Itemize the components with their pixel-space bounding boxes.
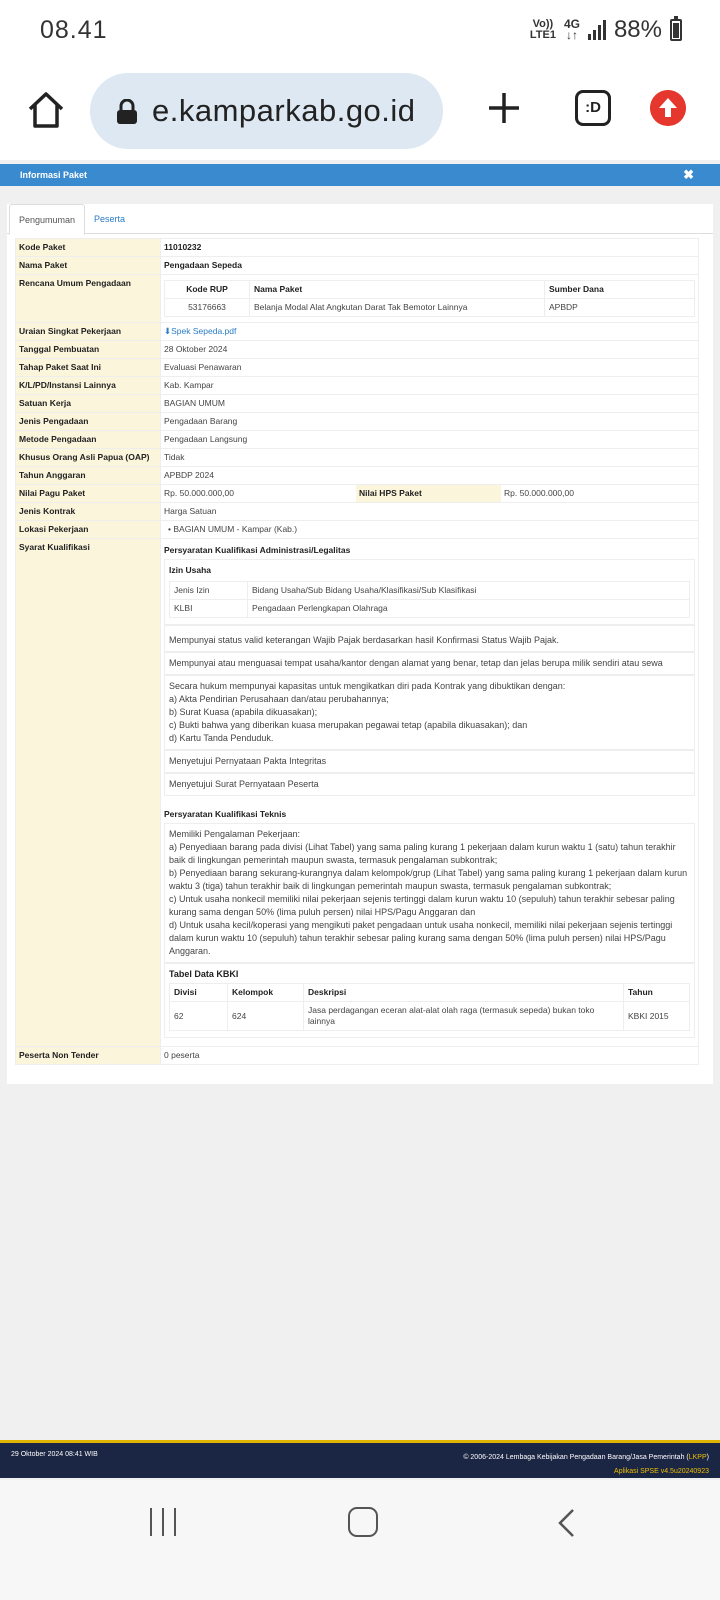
table-row	[16, 539, 699, 1047]
table-row	[16, 485, 699, 503]
kbki-header: Tahun	[624, 984, 690, 1002]
kbki-cell: Jasa perdagangan eceran alat-alat olah raga (termasuk sepeda) bukan toko lainnya	[304, 1002, 624, 1031]
izin-cell: Pengadaan Perlengkapan Olahraga	[248, 600, 690, 618]
syarat-cell	[161, 539, 699, 1047]
izin-header: Jenis Izin	[170, 582, 248, 600]
field-value: Pengadaan Barang	[161, 413, 699, 431]
network-type: 4G	[563, 17, 580, 31]
table-row	[16, 467, 699, 485]
rup-cell-name: Belanja Modal Alat Angkutan Darat Tak Bemotor Lainnya	[250, 299, 545, 317]
address-bar[interactable]	[90, 73, 443, 149]
teknis-text: Memiliki Pengalaman Pekerjaan: a) Penyediaan barang pada divisi (Lihat Tabel) yang sama paling kurang 1 pekerjaan dalam kurun waktu 1 (satu) tahun terakhir baik di lingkungan pemerintah maupun swasta, termasuk pengalaman subkontrak; b) Penyediaan barang sekurang-kurangnya dalam kelompok/grup (Lihat Tabel) yang sama paling kurang 1 pekerjaan dalam kurun waktu 3 (tiga) tahun terakhir baik di lingkungan pemerintah maupun swasta, termasuk pengalaman subkontrak; c) Untuk usaha nonkecil memiliki nilai pekerjaan sejenis tertinggi dalam kurun waktu 10 (sepuluh) tahun terakhir sebesar paling kurang sama dengan 50% (lima puluh persen) nilai HPS/Pagu Anggaran dan d) Untuk usaha kecil/koperasi yang mengikuti paket pengadaan untuk usaha nonkecil, memiliki nilai pekerjaan sejenis tertinggi dalam kurun waktu 10 (sepuluh) tahun terakhir sebesar paling kurang sama dengan 50% (lima puluh persen) nilai HPS/Pagu Anggaran.	[164, 823, 695, 963]
status-bar	[0, 0, 720, 62]
data-arrows-icon: ↓↑	[565, 28, 578, 42]
modal-header	[0, 164, 720, 186]
table-row	[16, 239, 699, 257]
field-value: 0 peserta	[161, 1047, 699, 1065]
app-version: Aplikasi SPSE v4.5u20240923	[614, 1468, 709, 1475]
bullet-icon: •	[168, 524, 171, 534]
rup-header: Nama Paket	[250, 281, 545, 299]
izin-table	[169, 581, 690, 618]
field-label: Tanggal Pembuatan	[16, 341, 161, 359]
volte-indicator	[530, 19, 556, 41]
rup-cell-source: APBDP	[545, 299, 695, 317]
admin-item: Secara hukum mempunyai kapasitas untuk mengikatkan diri pada Kontrak yang dibuktikan dengan: a) Akta Pendirian Perusahaan dan/atau perubahannya; b) Surat Kuasa (apabila dikuasakan); c) Bukti bahwa yang diberikan kuasa merupakan pegawai tetap (apabila dikuasakan); dan d) Kartu Tanda Penduduk.	[164, 675, 695, 750]
field-value: Pengadaan Sepeda	[161, 257, 699, 275]
izin-cell: KLBI	[170, 600, 248, 618]
field-label: Rencana Umum Pengadaan	[16, 275, 161, 323]
kbki-cell: 62	[170, 1002, 228, 1031]
volte-bottom: LTE1	[529, 29, 556, 41]
field-label: Nilai Pagu Paket	[16, 485, 161, 503]
rup-header: Sumber Dana	[545, 281, 695, 299]
admin-item: Menyetujui Pernyataan Pakta Integritas	[164, 750, 695, 773]
izin-header: Bidang Usaha/Sub Bidang Usaha/Klasifikasi/Sub Klasifikasi	[248, 582, 690, 600]
admin-title: Persyaratan Kualifikasi Administrasi/Legalitas	[164, 545, 351, 555]
field-label: Kode Paket	[16, 239, 161, 257]
field-value: Kab. Kampar	[161, 377, 699, 395]
field-label: K/L/PD/Instansi Lainnya	[16, 377, 161, 395]
nav-home-icon[interactable]	[348, 1507, 378, 1537]
field-label: Satuan Kerja	[16, 395, 161, 413]
field-label: Jenis Pengadaan	[16, 413, 161, 431]
rup-code-link[interactable]: 53176663	[165, 299, 250, 317]
field-label: Syarat Kualifikasi	[16, 539, 161, 1047]
document-link[interactable]: Spek Sepeda.pdf	[171, 326, 237, 336]
kbki-header: Deskripsi	[304, 984, 624, 1002]
kbki-title: Tabel Data KBKI	[169, 969, 239, 979]
status-time: 08.41	[40, 16, 108, 44]
table-row	[16, 377, 699, 395]
kbki-cell: 624	[228, 1002, 304, 1031]
pagu-cell	[161, 485, 699, 503]
table-row	[16, 275, 699, 323]
update-icon[interactable]	[650, 90, 686, 126]
field-value: BAGIAN UMUM	[161, 395, 699, 413]
field-label: Tahap Paket Saat Ini	[16, 359, 161, 377]
site-footer	[0, 1440, 720, 1478]
kbki-cell: KBKI 2015	[624, 1002, 690, 1031]
field-value: BAGIAN UMUM - Kampar (Kab.)	[173, 524, 298, 534]
package-info-table	[15, 238, 699, 1065]
table-row	[16, 1047, 699, 1065]
footer-copyright	[463, 1451, 709, 1465]
lock-icon	[116, 99, 138, 125]
field-value: Pengadaan Langsung	[161, 431, 699, 449]
table-row	[16, 323, 699, 341]
table-row	[16, 359, 699, 377]
field-label: Nama Paket	[16, 257, 161, 275]
home-icon[interactable]	[26, 90, 66, 130]
table-row	[16, 503, 699, 521]
admin-item: Menyetujui Surat Pernyataan Peserta	[164, 773, 695, 796]
signal-icon	[588, 20, 606, 40]
battery-percent: 88%	[613, 16, 662, 43]
izin-usaha-block	[164, 559, 695, 625]
tab-peserta[interactable]: Peserta	[94, 214, 126, 224]
field-label: Peserta Non Tender	[16, 1047, 161, 1065]
hps-label: Nilai HPS Paket	[356, 485, 501, 502]
field-value: 28 Oktober 2024	[161, 341, 699, 359]
table-row	[16, 449, 699, 467]
close-icon[interactable]: ✖	[683, 167, 694, 182]
url-text[interactable]: e.kamparkab.go.id	[152, 93, 416, 128]
table-row	[16, 521, 699, 539]
kbki-block	[164, 963, 695, 1038]
table-row	[16, 395, 699, 413]
pagu-value: Rp. 50.000.000,00	[164, 488, 234, 498]
footer-info	[463, 1451, 709, 1479]
table-row	[16, 431, 699, 449]
copyright-text: © 2006-2024 Lembaga Kebijakan Pengadaan Barang/Jasa Pemerintah (	[463, 1454, 689, 1461]
status-indicators	[530, 16, 682, 44]
stage-link[interactable]: Evaluasi Penawaran	[161, 359, 699, 377]
tabs-icon[interactable]: :D	[575, 90, 611, 126]
browser-toolbar	[0, 62, 720, 160]
field-value: APBDP 2024	[161, 467, 699, 485]
field-label: Tahun Anggaran	[16, 467, 161, 485]
modal-body	[7, 204, 713, 1084]
kbki-header: Kelompok	[228, 984, 304, 1002]
lokasi-cell	[161, 521, 699, 539]
tab-pengumuman[interactable]: Pengumuman	[9, 204, 85, 235]
rup-header: Kode RUP	[165, 281, 250, 299]
volte-top: Vo))	[532, 18, 554, 30]
field-value: Tidak	[161, 449, 699, 467]
field-value: Harga Satuan	[161, 503, 699, 521]
table-row	[16, 413, 699, 431]
back-icon[interactable]	[556, 1508, 576, 1538]
rup-table	[164, 280, 695, 317]
teknis-title: Persyaratan Kualifikasi Teknis	[164, 809, 287, 819]
field-label: Metode Pengadaan	[16, 431, 161, 449]
field-label: Jenis Kontrak	[16, 503, 161, 521]
kbki-table	[169, 983, 690, 1031]
pagu-hps-table	[161, 485, 698, 502]
field-label: Uraian Singkat Pekerjaan	[16, 323, 161, 341]
battery-icon	[670, 19, 682, 41]
admin-item: Mempunyai status valid keterangan Wajib Pajak berdasarkan hasil Konfirmasi Status Wajib Pajak.	[164, 625, 695, 652]
table-row	[16, 341, 699, 359]
download-icon[interactable]: ⬇	[164, 326, 172, 336]
recent-apps-icon[interactable]	[150, 1508, 176, 1536]
kbki-header: Divisi	[170, 984, 228, 1002]
rup-cell	[161, 275, 699, 323]
tab-bar	[7, 204, 713, 234]
system-nav-bar	[0, 1480, 720, 1600]
izin-title: Izin Usaha	[169, 565, 212, 575]
lkpp-link[interactable]: LKPP	[688, 1454, 707, 1461]
modal-title: Informasi Paket	[20, 170, 88, 180]
page-content	[0, 160, 720, 1480]
admin-item: Mempunyai atau menguasai tempat usaha/kantor dengan alamat yang benar, tetap dan jelas berupa milik sendiri atau sewa	[164, 652, 695, 675]
table-row	[16, 257, 699, 275]
plus-icon[interactable]	[484, 88, 524, 128]
network-indicator	[564, 19, 580, 41]
hps-value: Rp. 50.000.000,00	[504, 488, 574, 498]
field-label: Khusus Orang Asli Papua (OAP)	[16, 449, 161, 467]
footer-datetime: 29 Oktober 2024 08:41 WIB	[11, 1451, 98, 1458]
field-label: Lokasi Pekerjaan	[16, 521, 161, 539]
copyright-close: )	[706, 1454, 709, 1461]
uraian-cell	[161, 323, 699, 341]
field-value: 11010232	[161, 239, 699, 257]
